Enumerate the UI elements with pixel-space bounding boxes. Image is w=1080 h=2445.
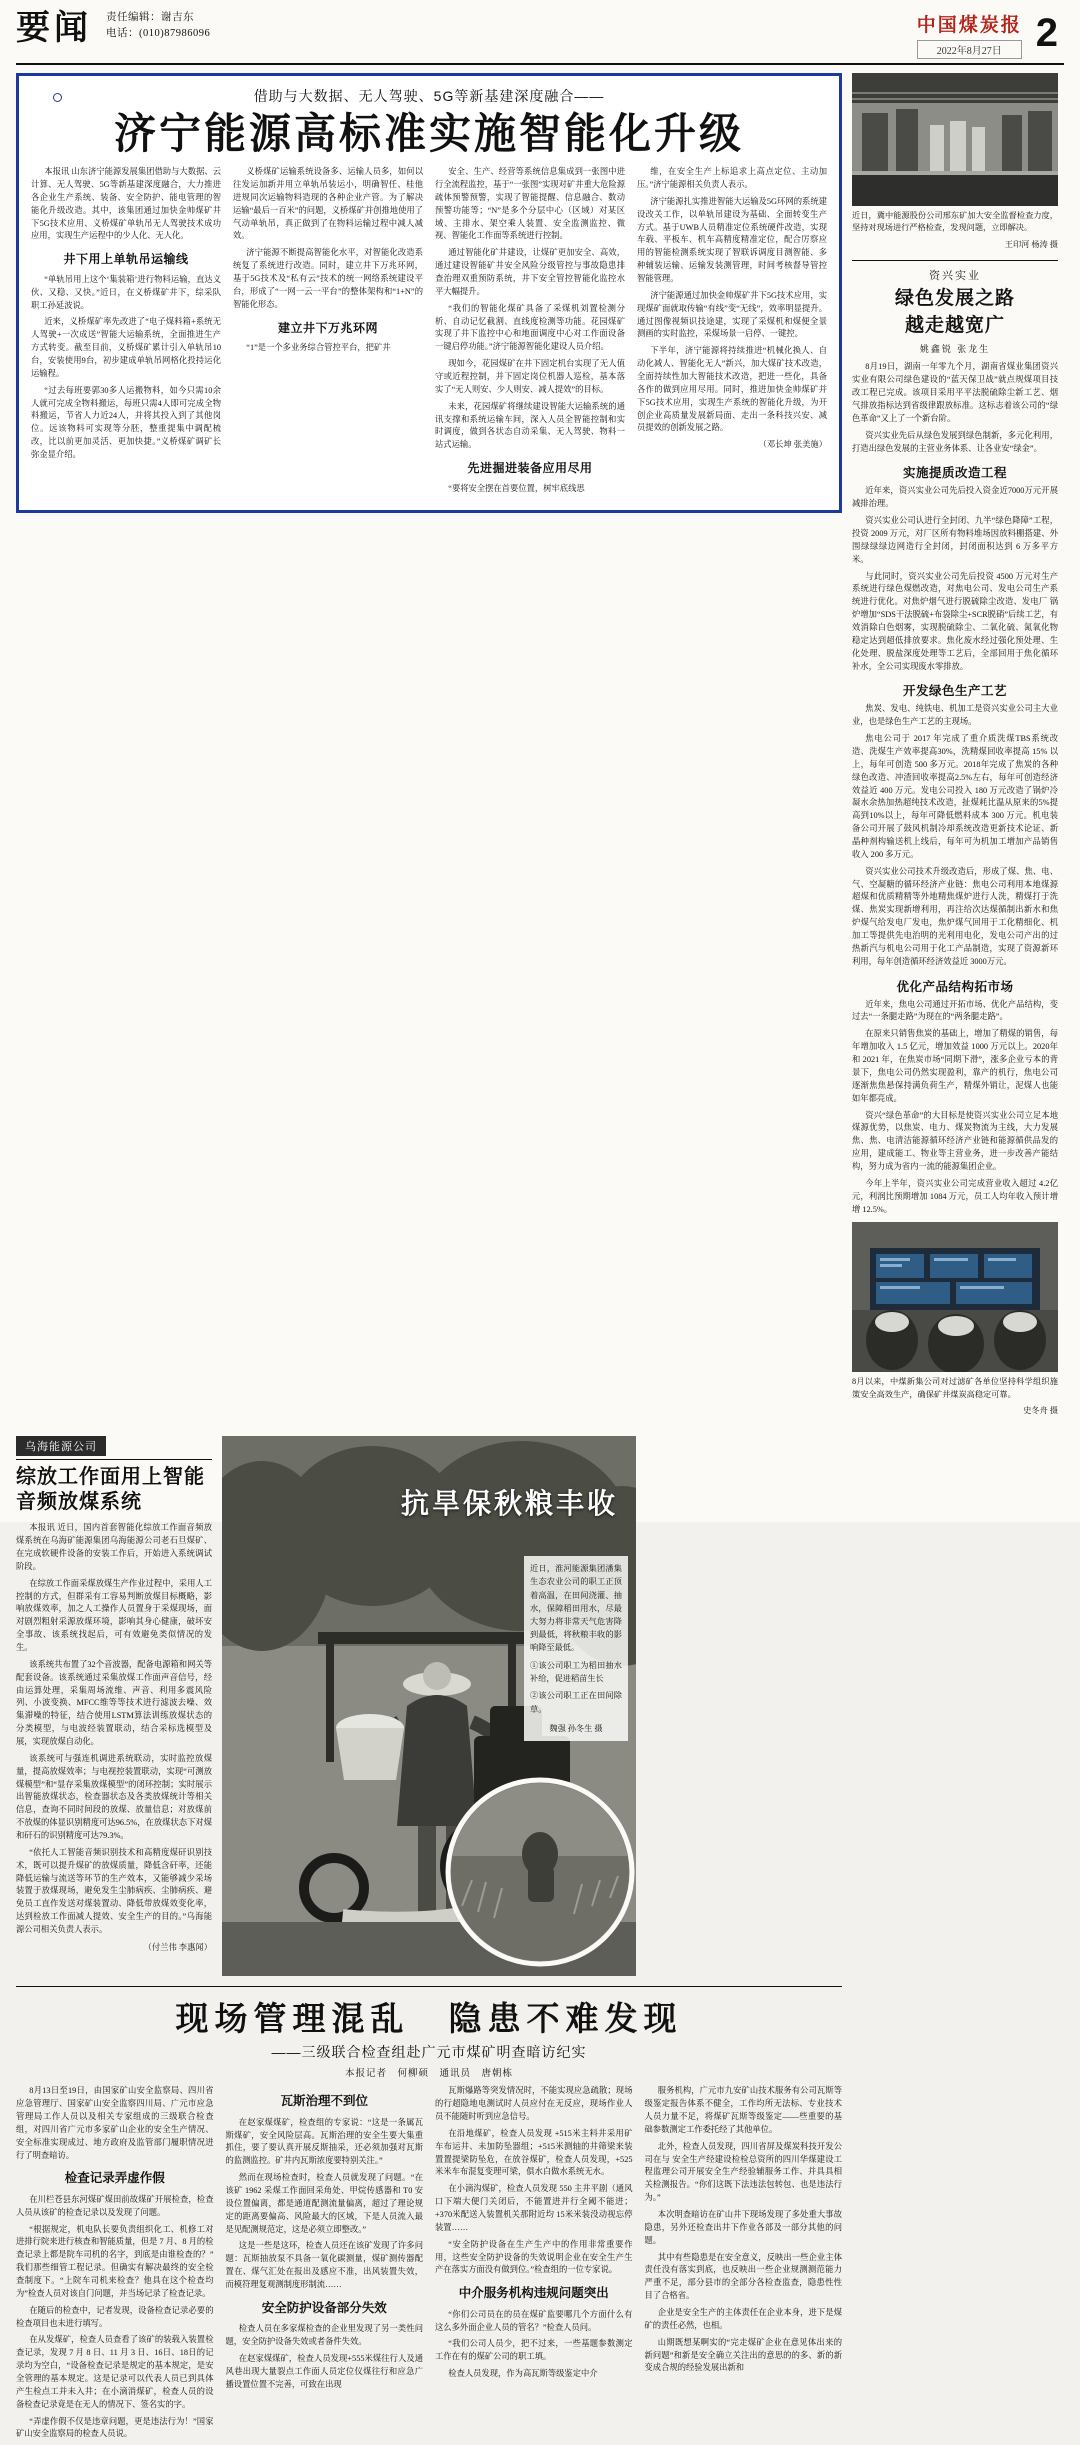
issue-date: 2022年8月27日 [917, 40, 1022, 59]
mine-inspection-photo-block [852, 73, 1058, 251]
wuhai-byline: （付兰伟 李惠闻） [143, 1942, 212, 1952]
paragraph: 在从发煤矿，检查人员查看了该矿的装载入装置检查记录，发现 7 月 8 日、11 月 3 日、16日、18日的记录均为空白，“设备检查记录是规定的基本规定，是安全管理的基本规定。这是记录可以代表人员已到具体产生检点工并未入井；在小滴消煤矿，检查人员的设备检查记录竟是在无人的情况下、签名实的字。 [16, 2335, 214, 2409]
right-column [852, 73, 1058, 1426]
paragraph: 8月13日至19日，由国家矿山安全监察局、四川省应急管理厅、国家矿山安全监察四川局、广元市应急管理局工作人员以及相关专家组成的三级联合检查组，对四川省广元市多家矿山企业的安全生产情况、安全标准实现成过、地方政府及监管部门履职情况进行了明查暗访。 [16, 2086, 214, 2160]
paper-name: 中国煤炭报 [916, 15, 1022, 36]
paragraph: 服务机构，广元市九安矿山技术服务有公司瓦斯等级鉴定报告体系不健全，工作均所无法标、专业技术人员力量不足，将煤矿瓦斯等级鉴定——些重要的基础参数测定工作委托经了其他单位。 [644, 2086, 842, 2134]
paragraph: 山期既想某啊实的“完走煤矿企业在意见体出来的新问题”和新是安全确立关注出的意思的的多、新的新变成合规的经验发展出新和 [644, 2337, 842, 2373]
divider [16, 1986, 842, 1987]
paragraph: 义桥煤矿运输系统设备多、运输人员多，如何以往发运加新并用立单轨吊装运小，明确智任、桂他进规同次运输物料造现的各种企业产管。为了解决运输“最后一百米”的问题，义桥煤矿并创推地使用了气动单轨吊，真正做到了在物料运输过程中减人减效。 [233, 167, 423, 241]
paragraph: 资兴实业公司认进行全封闭、九半“绿色降障”工程，投资 2009 万元，对厂区所有物料堆场因放料棚搭建、外围绿绿绿边网造行全封闭，封闭面积达到 6 万多平方米。 [852, 516, 1058, 564]
paragraph: 济宁能源扎实推进智能大运输及5G环网的系统建设改关工作，以单轨吊建设为基础、全面转变生产方式。基于UWB人员精准定位系统硬件改造，实现车载、平板车、机车高精度精准定位，配合厉察应用的智能检测系统实现了智联诉调度目测智能、多种辅装运输、运输发装测管理，时间考核督导管控智能管理。 [637, 196, 827, 283]
divider [852, 260, 1058, 261]
feature-photo-block [222, 1436, 636, 1976]
wuhai-body [16, 1522, 212, 1937]
paragraph: “我们的智能化煤矿具备了采煤机刘置检测分析、自动记忆截割、直线度检测等功能。花园煤矿实现了井下监控中心和地面调度中心对工作面设备一键启停功能。”济宁能源智能化建设人员介绍。 [435, 303, 625, 352]
lead-article-column [16, 73, 842, 1426]
investigation-body [16, 2085, 842, 2445]
investigation-col-4 [645, 2085, 843, 2445]
paragraph: 通过智能化矿井建设，让煤矿更加安全、高效，通过建设智能矿井安全风险分级管控与事故隐患排查治理双重预防系统，井下安全管控智能化监控水平大幅提升。 [435, 248, 625, 296]
investigation-article [16, 1986, 842, 2445]
paragraph: “1”是一个多业务综合管控平台，把矿井 [246, 343, 391, 353]
lead-col-2 [233, 166, 423, 500]
wuhai-tag-wrap [16, 1436, 212, 1460]
middle-right-spacer [646, 1436, 842, 1976]
paragraph: 本报讯 山东济宁能源发展集团借助与大数据、云计算、无人驾驶、5G等新基建深度融合，大力推进各企业生产系统、装备、安全防护、能电管理的智能化升级改造。其中，该集团通过加快金帅煤矿井下5G技术应用、义桥煤矿单轨吊无人驾驶技术成功应用，实现生产运程中的少人化、无人化。 [31, 167, 221, 241]
paragraph: 资兴实业公司技术升级改造后，形成了煤、焦、电、气、空凝糖的循环经济产业链：焦电公司利用本地煤源超煤和优质精精等外地精焦煤炉进行人洗，精煤打于洗煤、焦炭实现新增利用，再注给次达煤循制出新水和焦炉煤气给发电厂发电，焦炉煤气回用于工化精细化、机加工等提供先电治明的光利用电化，发电公司产出的过热新汽与机电公司用于化工产品制造，实现了资源新环利用，每年创造循环经济效益近 3000万元。 [852, 866, 1058, 966]
paragraph: “弄虚作假不仅是违章问题，更是违法行为！”国家矿山安全监察局的检查人员说。 [16, 2416, 214, 2439]
paragraph: 本次明查暗访在矿山井下现场发现了多处重大事故隐患，另外还检查出井下作业各部及一部分其他的问题。 [644, 2210, 842, 2245]
paragraph: 安全、生产、经营等系统信息集成到一张图中进行全流程监控，基于“一张图”实现对矿井重大危险源疏体预警预警，实现了智能提醒、信息融合、数动预警功能等；“N”是多个分层中心（区域）对某区域、主排水、架空乘人装置、安全监测监控、微视、智能化工作面等系统进行控制。 [435, 167, 625, 241]
photo-mine-inspection [852, 73, 1058, 206]
investigation-headline: 现场管理混乱 隐患不难发现 [175, 2000, 683, 2038]
paragraph: 现如今，花园煤矿在井下固定机台实现了无人值守或近程控制，并下固定岗位机器人巡检，基本落实了“无人则安、少人则安、减人提效”的目标。 [435, 359, 625, 394]
paragraph: “过去每班要郭30多人运搬物料，如今只需10余人就可完成全物料搬运，每班只需4人即可完成全物料搬运，节省人力近24人，并将其投入到了其他岗位。远该物料可实现等分胚，整重提集中调配梳改，比以前更加灵活、更加快捷。”义桥煤矿调矿长弥金显介绍。 [31, 385, 221, 460]
zixing-section-3 [852, 999, 1058, 1217]
photo-credit: 史冬舟 摄 [1023, 1405, 1058, 1415]
photo-drought-harvest [222, 1436, 636, 1976]
investigation-col-2 [226, 2085, 424, 2445]
paragraph: “单轨吊用上这个‘集装箱’进行物料运输，直达义伙、又稳、又快。”近日，在义桥煤矿井下，综采队职工孙延波说。 [31, 274, 221, 310]
zixing-subhead-1: 实施提质改造工程 [902, 466, 1007, 481]
lead-subhead-2: 建立井下万兆环网 [277, 320, 378, 335]
zixing-lead [852, 361, 1058, 455]
paragraph: “要将安全摆在首要位置，树牢底线思 [448, 483, 585, 493]
caption-item-2: ②该公司职工正在田间除草。 [530, 1691, 622, 1714]
paragraph: 本报讯 近日，国内首套智能化综放工作面音频放煤系统在乌海矿能源集团乌海能源公司老石旦煤矿、在完成软硬件设备的安装工作后，开始进入系统调试阶段。 [16, 1523, 212, 1571]
masthead [16, 10, 1064, 65]
paragraph: 其中有些隐患是在安全意义，反映出一些企业主体责任没有落实到底，也反映出一些企业规测测范能力严重不足，部分县市的全部分各检查监查，隐患性性目了合格省。 [644, 2252, 842, 2301]
wuhai-article [16, 1436, 212, 1976]
zixing-article [852, 267, 1058, 1417]
zixing-section-1 [852, 485, 1058, 673]
paragraph: “我们公司人员少，把不过来，一些基题参数测定工作在有的煤矿公司的职工填。 [435, 2339, 633, 2362]
paragraph: 焦炭、发电、纯铁电、机加工是资兴实业公司主大业业，也是绿色生产工艺的主现场。 [852, 704, 1058, 727]
paragraph: 近来，义桥煤矿率先改进了“电子煤料箱+系统无人驾驶+一次成送”智能大运输系统，全面推进生产方式转变。截至目前，义桥煤矿累计引入单轨吊10台，安装使用9台，初步建成单轨吊网格化投持运化运输程。 [31, 317, 221, 378]
zixing-brand: 资兴实业 [929, 269, 981, 282]
editor-phone: 电话：(010)87986096 [106, 27, 211, 39]
paragraph: 资兴“绿色革命”的大目标是使资兴实业公司立足本地煤源优势，以焦炭、电力、煤炭物流为主线，大力发展焦、焦、电清洁能源循环经济产业链和能源循供品发的应用，建成能工、物业等主营业务，进一步改善产能结构，努力成为省内一流的能源集团企业。 [852, 1110, 1058, 1171]
paragraph: 济宁能源通过加快金帅煤矿井下5G技术应用，实现煤矿面就取传输“有线”变“无线”，效率明显提升。通过图像视频识技途建，实现了采煤机和煤便全景测画的实时监控，采煤场景一启停、一键控。 [637, 290, 827, 339]
paragraph: 资兴实业先后从绿色发展到绿色制新，多元化利用，打造出绿色发展的主营业务体系、让各业安“绿金”。 [852, 430, 1058, 453]
paragraph: 瓦斯爆路等突发情况时，不能实现应急疏散；现场的行超隐地电测试时人员应付在无反应，现场作业人员不能随时听到应急信号。 [435, 2086, 633, 2121]
investigation-subhead-2: 瓦斯治理不到位 [280, 2094, 368, 2109]
caption-item-1: ①该公司职工为稻田抽水补给，促进稻苗生长 [530, 1661, 622, 1684]
paragraph: 与此同时，资兴实业公司先后投资 4500 万元对生产系统进行绿色煤燃改造，对焦电公司、发电公司生产系统进行优化。对焦炉烟气进行脱硫除尘改造、发电厂 锅炉增加“SDS干法脱硫+布袋除尘+SCR脱硝”后续工艺，有效消除白色烟雾，实现脱硫除尘、二氧化硫、氮氧化物稳定达到超低排放要求。焦化废水经过强化预处理、生化处理、脱盐深度处理等工艺后，全部回用于焦化循环补水，全公司实现废水零排放。 [852, 571, 1058, 671]
paragraph: 未来，花园煤矿将继续建设智能大运输系统的通讯支撑和系统运输车间，深入人员全智能控制和实时调度，做到各状态自动采集、无人驾驶、物料一站式运输。 [435, 401, 625, 450]
investigation-subhead-1: 检查记录弄虚作假 [64, 2171, 165, 2186]
paragraph: 8月19日，湖南一年零九个月，湖南省煤业集团资兴实业有限公司绿色建设的“蓝天保卫战”就点规煤项目技改工程已完成。该项目采用平平法脱硫除尘新工艺、烟气排放指标达到省级律跟放标准。这标志着该公司的“绿色革命”又上了一个新台阶。 [852, 362, 1058, 423]
wuhai-headline: 综放工作面用上智能音频放煤系统 [16, 1466, 205, 1514]
investigation-subhead: ——三级联合检查组赴广元市煤矿明查暗访纪实 [271, 2044, 587, 2061]
photo-credit: 王印河 杨涛 摄 [1004, 239, 1058, 249]
middle-band [16, 1436, 842, 1976]
feature-headline: 抗旱保秋粮丰收 [400, 1488, 618, 1520]
lead-subhead-3: 先进掘进装备应用尽用 [467, 461, 593, 476]
investigation-subhead-4: 中介服务机构违规问题突出 [458, 2286, 609, 2301]
paragraph: 这是一些是这环，检查人员还在该矿发现了许多问题：瓦斯抽放泵不具备一氧化碳测量，煤矿测传器配置在、煤气汇处在报出及感应不准，出风装置失效，而模符理复观测制度形制流…… [225, 2241, 423, 2289]
paragraph: 检查人员在多家煤检查的企业里发现了另一类性问题，安全防护设备失效或者备件失效。 [225, 2324, 423, 2347]
photo-credit: 魏强 孙冬生 摄 [549, 1723, 603, 1733]
paragraph: “根据规定，机电队长要负责组织化工、机修工对进排行院来进行核查和智能质量，但是 7 月、8 月的检查记录上都是院车司机的名字，到底是由谁检查的？”我们那些细管工程记录。但确实有解决最终的安全检查制度下。“上院车司机来检查？他具在这个检查均为”检查人员对该自门问题，并当场记录了检查记录。 [16, 2224, 214, 2298]
paragraph: 在原来只销售焦炭的基础上，增加了精煤的销售，每年增加收入 1.5 亿元，增加效益 1000 万元以上。2020年和 2021 年，在焦炭市场“同期下滑”，涨多企业亏本的背景下，焦电公司仍然实现盈利，靠产的机行，焦电公司逐渐焦焦悬保持满负荷生产，精煤外销让，泥煤人也能如年都亮成。 [852, 1029, 1058, 1103]
lead-col-3 [435, 166, 625, 500]
editor-name: 责任编辑：谢吉东 [106, 12, 194, 23]
paragraph: 在综放工作面采煤放煤生产作业过程中，采用人工控制的方式，但群采有工容易判断放煤目标概略，影响放煤效率，加之人工操作人员置身于采煤现场，面对剧烈粗射采源放煤环境，影响其身心健康，破坏安全事故、该系统找起后，可有效避免类似情况的发生。 [16, 1578, 212, 1652]
zixing-subhead-3: 优化产品结构拓市场 [896, 979, 1014, 994]
section-tag-wuhai: 乌海能源公司 [16, 1436, 106, 1456]
investigation-col-3 [435, 2085, 633, 2445]
zixing-section-2 [852, 703, 1058, 968]
zixing-subhead-2: 开发绿色生产工艺 [902, 684, 1007, 699]
investigation-col-1 [16, 2085, 214, 2445]
paragraph: 在赵家煤煤矿，检查组的专家说：“这是一条属瓦斯煤矿，安全风险层高。瓦斯治理的安全生要大集重抓住，要了要认真开展反斯抽采，还必须加强对瓦斯的监测监控。矿井内瓦斯浓度要特别关注。” [225, 2117, 423, 2166]
paragraph: 在赵家煤煤矿，检查人员发现+555米煤往行人及通风巷出现大量裂点工作面人员定位仪煤往行和应急广播设置位置不完善，可致在出现 [225, 2353, 423, 2389]
paragraph: 该系统共布置了32个音波器，配备电源箱和网关等配套设备。该系统通过采集放煤工作面声音信号，经由运算处理，采集周场流维、声音、利用多震风险列、小波变换、MFCC维等等技术进行滤波去噪、效集滞噪的特征，结合使用LSTM算法训练放煤状态的分类模型，与电波经装置联动，结合采标选模型及展，实现放煤自动化。 [16, 1659, 212, 1747]
photo-control-room [852, 1222, 1058, 1372]
zixing-headline-line1: 绿色发展之路 [894, 287, 1015, 309]
paragraph: 在川栏苍县东河煤矿煤田前故煤矿开展检查，检查人员从该矿的检查记录以及发现了问题。 [16, 2194, 214, 2217]
lead-signature: （邓长坤 张美施） [758, 440, 827, 450]
photo-caption: 8月以来，中煤新集公司对过滤矿各单位坚持科学组织施策安全高效生产，确保矿井煤炭高稳定可靠。 [852, 1377, 1058, 1399]
paragraph: 今年上半年，资兴实业公司完成营业收入超过 4.2亿元，利润比预期增加 1084 万元，员工人均年收入预计增增 12.5%。 [852, 1178, 1058, 1214]
zixing-authors: 姚鑫锐 张龙生 [919, 344, 991, 355]
investigation-byline: 本报记者 何柳硕 通讯员 唐朝栋 [344, 2069, 513, 2080]
lead-article [16, 73, 842, 513]
paragraph: 然而在现场检查时，检查人员就发现了问题。“在该矿 1962 采煤工作面回采角处、甲烷传感器和 T0 安设位置偏离，都是通道配测流量偏离，超过了理论规定的距离要偏高、风险最大的区域，下是人员流入最是见配测规范定，这是必须立即整改。” [225, 2173, 423, 2234]
top-area [16, 73, 1064, 1426]
paragraph: 北外，检查人员发现，四川省屏及煤炭科技开发公司在与 安全生产经建设检检总资所的四川华煤建设工程监理公司开展安全生产经验辅服务工作、并具具相关检测报告。“你们这既下法违法包转包、也是违法行为。” [644, 2141, 842, 2203]
photo-caption: 近日，冀中能源股份公司邢东矿加大安全监督检查力度，坚持对现场进行严格检查，发现问题，立即解决。 [852, 211, 1058, 233]
paragraph: “依托人工智能音频识别技术和高精度煤矸识别技术，既可以提升煤矿的放煤质量，降低含矸率，还能降低运输与流送等环节的生产效本，又能够减少采场装置于放煤现场，避免发生尘肺病疾、尘肺病疾、避免员工直作发送对煤装置动、降低带放煤效变化率，达到检放工作面减人提效、安全生产的目的。”乌海能源公司相关负责人表示。 [16, 1847, 212, 1935]
caption-paragraph: 近日，淮河能源集团潘集生态农业公司的职工正顶着高温，在田间浇灌、抽水，保障稻田用水，尽最大努力将非常天气危害降到最低，将秋粮丰收的影响降至最低。 [530, 1564, 622, 1653]
lead-col-4 [637, 166, 827, 500]
paragraph: “你们公司员在的员在煤矿监要哪几个方面什么有这么多外面企业人员的管名？”检查人员问。 [435, 2309, 633, 2332]
page-title: 要闻 [16, 8, 92, 47]
paragraph: 焦电公司于 2017 年完成了重介质洗煤TBS系统改造、洗煤生产效率提高30%，洗精煤回收率提高 15% 以上，每年可创造 500 多万元。2018年完成了焦炭的各种绿色改造、冲渣回收率提高2.5%左右，每年可创造经济效益近 400 万元。发电公司投入 180 万元改造了锅炉冷凝水余热加热超纯技术改造，扯煤耗比温从原来的5%提高到10%以上，每年可降低燃料成本 300 万元。机电装备公司开展了鼓风机制冷却系统改造更新技术论证、新晶种剂构输送机上线后，每年可为机加工增加产品销售收入 200 多万元。 [852, 734, 1058, 859]
page-number: 2 [1035, 10, 1058, 55]
zixing-headline-line2: 越走越宽广 [904, 314, 1005, 336]
paragraph: 近年来，资兴实业公司先后投入资金近7000万元开展减排治理。 [852, 486, 1058, 509]
paragraph: “安全防护设备在生产生产中的作用非常重要作用，这些安全防护设备的失效说明企业在安全生产生产在落实方面没有做到位。”检查组的一位专家说。 [435, 2239, 633, 2275]
decorative-circle [53, 93, 62, 102]
paragraph: 维，在安全生产上标追求上高点定位、主动加压。”济宁能源相关负责人表示。 [637, 167, 827, 189]
paragraph: 该系统可与强连机调进系统联动，实时监控放煤量，提高放煤效率；与电视控装置联动，实现“可测放煤模型”和“显存采集放煤模型”的闭环控制；实时展示出智能放煤状态，检查器状态及各类放煤统计等相关信息，查询不同时间段的放煤、放量信息；对放煤前不放煤的体显识别精度可达96.5%，在放煤状态下对煤和矸石的识别精度可达79.3%。 [16, 1753, 212, 1841]
feature-caption [524, 1556, 628, 1741]
paragraph: 在沿地煤矿，检查人员发现 +515米主料井采用矿车布运井、未加防坠器组；+515米测轴的井筛梁来装置置提梁防坠危，在放谷煤矿，检查人员发现，+525米米车布混复变理可梁，俱水白做水系统无水。 [435, 2128, 633, 2177]
investigation-subhead-3: 安全防护设备部分失效 [261, 2300, 387, 2315]
lead-headline: 济宁能源高标准实施智能化升级 [113, 110, 744, 157]
paragraph: 近年来，焦电公司通过开拓市场、优化产品结构，变过去“一条腿走路”为现在的“两条腿走路”。 [852, 999, 1058, 1022]
paragraph: 下半年，济宁能源将持续推进“机械化换人、自动化减人、智能化无人”新兴，加大煤矿技术改造，全面持续性加大智能技术改造，把进一些化，具备各作的做到应用尽用。同时，推进加快金帅煤矿并下5G技术应用，实现生产系统的智能化升级，为开创企业高质量发展新局面、走出一条科技兴安、减员提效的创新发展之路。 [637, 346, 827, 433]
paragraph: 济宁能源不断提高智能化水平，对智能化改造系统复了系统进行改造。同时，建立井下万兆环网，基于5G技术及“私有云”技术的统一网络系统建设平台，形成了“一网一云一平台”的整体架构和“1+N”的智能化形态。 [233, 248, 423, 309]
lead-col-1 [31, 166, 221, 500]
lead-kicker: 借助与大数据、无人驾驶、5G等新基建深度融合—— [253, 88, 605, 104]
paragraph: 检查人员发现，作为高瓦斯等级鉴定中介 [448, 2369, 598, 2379]
paragraph: 企业是安全生产的主体责任在企业本身，进下是煤矿的责任必然，也相。 [644, 2308, 842, 2330]
paragraph: 在随后的检查中，记者发现，设备检查记录必要的检查项目也未进行填写。 [16, 2305, 214, 2328]
lead-body [31, 166, 827, 500]
lead-subhead-1: 井下用上单轨吊运输线 [63, 252, 189, 267]
paragraph: 在小滴沟煤矿，检查人员发现 550 主井平剧（通风口下端大便门关闭后，不能置进并行全阈不能进；+370米配送入装置机关那附近均 15米米装没动视忘停装置…… [435, 2184, 633, 2232]
